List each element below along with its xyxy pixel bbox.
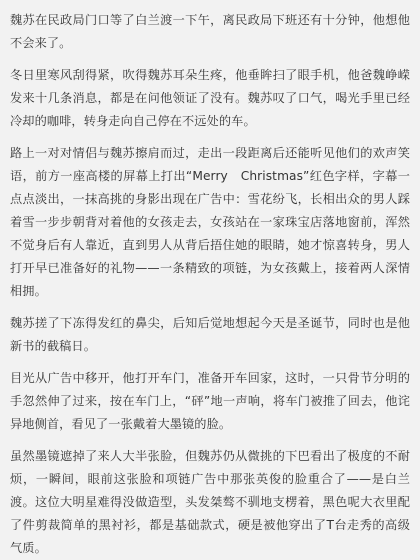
- paragraph-2: 冬日里寒风刮得紧，吹得魏苏耳朵生疼，他垂眸扫了眼手机，他爸魏峥嵘发来十几条消息，都是在问他领证了没有。魏苏叹了口气，喝光手里已经冷却的咖啡，转身走向自己停在不远处的车。: [10, 68, 410, 128]
- paragraph-1: 魏苏在民政局门口等了白兰渡一下午，离民政局下班还有十分钟，他想他不会来了。: [10, 13, 410, 50]
- paragraph-4: 魏苏搓了下冻得发红的鼻尖，后知后觉地想起今天是圣诞节，同时也是他新书的截稿日。: [10, 316, 410, 353]
- paragraph-6: 虽然墨镜遮掉了来人大半张脸，但魏苏仍从微挑的下巴看出了极度的不耐烦，一瞬间，眼前这张脸和项链广告中那张英俊的脸重合了——是白兰渡。这位大明星难得没做造型，头发桀骜不驯地支楞着，黑色呢大衣里配了件剪裁简单的黑衬衫，都是基础款式，硬是被他穿出了T台走秀的高级气质。: [10, 449, 410, 555]
- paragraph-3: 路上一对对情侣与魏苏擦肩而过，走出一段距离后还能听见他们的欢声笑语，前方一座高楼的屏幕上打出“Merry Christmas”红色字样，字幕一点点淡出，一抹高挑的身影出现在广告中：雪花纷飞，长相出众的男人踩着雪一步步朝背对着他的女孩走去，女孩站在一家珠宝店落地窗前，浑然不觉身后有人靠近，直到男人从背后捂住她的眼睛，她才惊喜转身，男人打开早已准备好的礼物——一条精致的项链，为女孩戴上，接着两人深情相拥。: [10, 146, 410, 298]
- paragraph-5: 目光从广告中移开，他打开车门，准备开车回家，这时，一只骨节分明的手忽然伸了过来，按在车门上，“砰”地一声响，将车门被推了回去，他诧异地侧首，看见了一张戴着大墨镜的脸。: [10, 371, 410, 431]
